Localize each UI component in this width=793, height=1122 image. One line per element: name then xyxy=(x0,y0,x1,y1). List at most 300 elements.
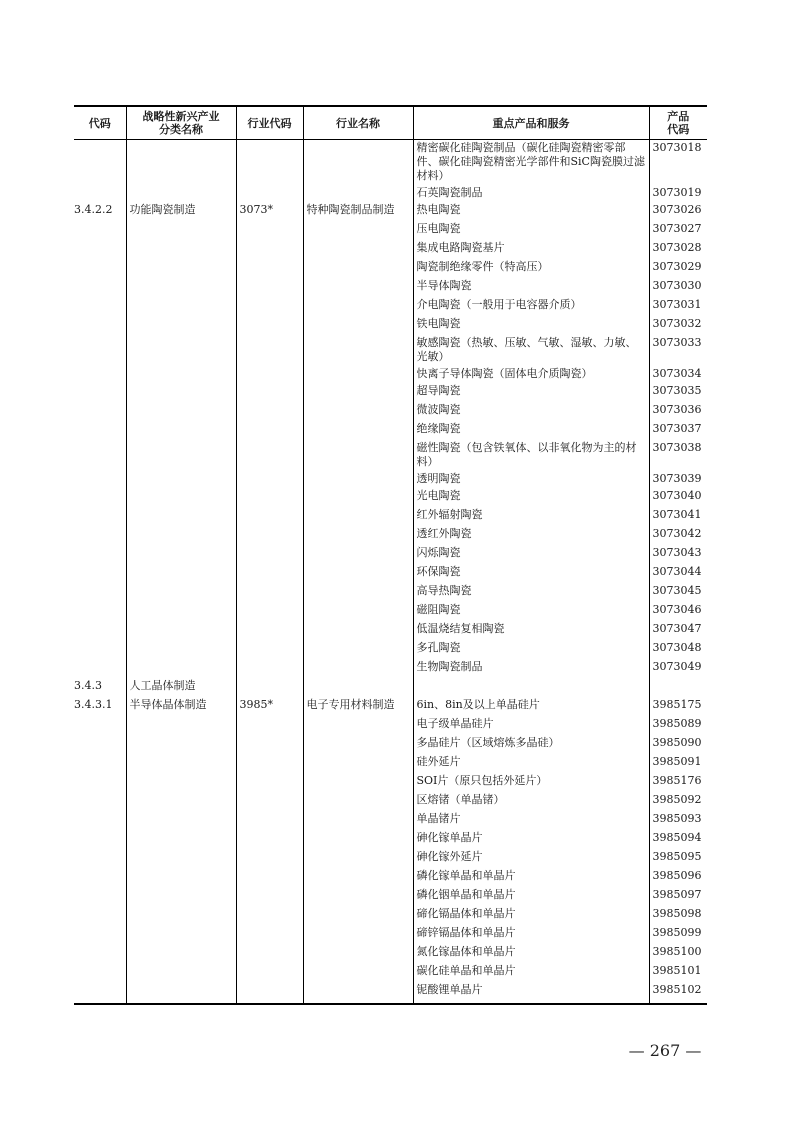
cell-industry-code xyxy=(236,942,303,961)
cell-product-code: 3073047 xyxy=(649,619,707,638)
header-category xyxy=(126,106,236,140)
cell-industry-name xyxy=(303,600,413,619)
cell-industry-code xyxy=(236,790,303,809)
gap-cell xyxy=(236,999,303,1004)
cell-industry-code xyxy=(236,980,303,999)
cell-product-code: 3073037 xyxy=(649,419,707,438)
cell-category xyxy=(126,257,236,276)
cell-product-code: 3985100 xyxy=(649,942,707,961)
cell-product: 区熔锗（单晶锗） xyxy=(413,790,649,809)
cell-code: 3.4.3.1 xyxy=(74,695,126,714)
table-row xyxy=(74,752,707,771)
cell-industry-code xyxy=(236,419,303,438)
cell-industry-name xyxy=(303,543,413,562)
cell-industry-name xyxy=(303,419,413,438)
cell-code xyxy=(74,961,126,980)
cell-code xyxy=(74,524,126,543)
cell-code xyxy=(74,438,126,469)
cell-category xyxy=(126,295,236,314)
cell-product: 碲化镉晶体和单晶片 xyxy=(413,904,649,923)
cell-industry-name xyxy=(303,400,413,419)
cell-industry-name xyxy=(303,828,413,847)
cell-product-code: 3073027 xyxy=(649,219,707,238)
cell-industry-code: 3985* xyxy=(236,695,303,714)
cell-product-code: 3985091 xyxy=(649,752,707,771)
cell-category xyxy=(126,923,236,942)
table-row xyxy=(74,419,707,438)
table-row xyxy=(74,469,707,486)
table-row xyxy=(74,333,707,364)
cell-industry-code xyxy=(236,657,303,676)
cell-category xyxy=(126,438,236,469)
cell-industry-name xyxy=(303,562,413,581)
cell-industry-name: 特种陶瓷制品制造 xyxy=(303,200,413,219)
cell-product: 精密碳化硅陶瓷制品（碳化硅陶瓷精密零部件、碳化硅陶瓷精密光学部件和SiC陶瓷膜过滤材料） xyxy=(413,140,649,184)
cell-code xyxy=(74,771,126,790)
cell-industry-name xyxy=(303,676,413,695)
cell-code xyxy=(74,140,126,184)
cell-product: 低温烧结复相陶瓷 xyxy=(413,619,649,638)
table-row xyxy=(74,619,707,638)
cell-code xyxy=(74,505,126,524)
cell-product-code: 3073048 xyxy=(649,638,707,657)
cell-code xyxy=(74,581,126,600)
cell-industry-name xyxy=(303,847,413,866)
cell-product-code xyxy=(649,676,707,695)
cell-category xyxy=(126,419,236,438)
header-code: 代码 xyxy=(74,106,126,140)
cell-code xyxy=(74,619,126,638)
industry-product-table xyxy=(74,105,707,1005)
table-row xyxy=(74,295,707,314)
cell-industry-code xyxy=(236,581,303,600)
table-bottom-gap xyxy=(74,999,707,1004)
cell-product-code: 3073041 xyxy=(649,505,707,524)
cell-category xyxy=(126,752,236,771)
cell-product-code: 3985090 xyxy=(649,733,707,752)
cell-code xyxy=(74,733,126,752)
cell-product-code: 3073038 xyxy=(649,438,707,469)
cell-industry-name xyxy=(303,381,413,400)
header-product-code-line1: 产品 xyxy=(667,110,690,123)
cell-industry-name xyxy=(303,714,413,733)
header-category-line1: 战略性新兴产业 xyxy=(142,110,220,123)
cell-category xyxy=(126,828,236,847)
cell-product: 绝缘陶瓷 xyxy=(413,419,649,438)
cell-code xyxy=(74,638,126,657)
cell-category xyxy=(126,733,236,752)
cell-product-code: 3073046 xyxy=(649,600,707,619)
cell-product-code: 3073028 xyxy=(649,238,707,257)
table-row xyxy=(74,219,707,238)
cell-industry-code xyxy=(236,676,303,695)
cell-product: 6in、8in及以上单晶硅片 xyxy=(413,695,649,714)
cell-product-code: 3985176 xyxy=(649,771,707,790)
cell-industry-name xyxy=(303,238,413,257)
cell-product: 透明陶瓷 xyxy=(413,469,649,486)
cell-category xyxy=(126,809,236,828)
cell-product-code: 3985096 xyxy=(649,866,707,885)
cell-product-code: 3985097 xyxy=(649,885,707,904)
cell-code xyxy=(74,238,126,257)
cell-product: 敏感陶瓷（热敏、压敏、气敏、湿敏、力敏、光敏） xyxy=(413,333,649,364)
cell-industry-code xyxy=(236,771,303,790)
table-row xyxy=(74,847,707,866)
table-row xyxy=(74,562,707,581)
cell-product: 光电陶瓷 xyxy=(413,486,649,505)
cell-category xyxy=(126,238,236,257)
cell-product-code: 3985099 xyxy=(649,923,707,942)
cell-category xyxy=(126,524,236,543)
cell-product: 单晶锗片 xyxy=(413,809,649,828)
cell-code xyxy=(74,923,126,942)
table-row xyxy=(74,486,707,505)
cell-category xyxy=(126,276,236,295)
cell-product: SOI片（原只包括外延片） xyxy=(413,771,649,790)
cell-industry-code xyxy=(236,219,303,238)
cell-code xyxy=(74,657,126,676)
cell-product: 热电陶瓷 xyxy=(413,200,649,219)
cell-category xyxy=(126,866,236,885)
gap-cell xyxy=(649,999,707,1004)
cell-industry-name xyxy=(303,469,413,486)
cell-industry-name xyxy=(303,140,413,184)
cell-code xyxy=(74,562,126,581)
cell-industry-name xyxy=(303,364,413,381)
cell-industry-code xyxy=(236,400,303,419)
cell-industry-code xyxy=(236,183,303,200)
cell-industry-name xyxy=(303,752,413,771)
table-row xyxy=(74,942,707,961)
cell-product: 砷化镓外延片 xyxy=(413,847,649,866)
table-row xyxy=(74,790,707,809)
cell-code xyxy=(74,866,126,885)
cell-category xyxy=(126,980,236,999)
cell-industry-name xyxy=(303,809,413,828)
cell-product-code: 3073018 xyxy=(649,140,707,184)
cell-category xyxy=(126,314,236,333)
cell-product-code: 3073030 xyxy=(649,276,707,295)
cell-category xyxy=(126,140,236,184)
cell-category: 功能陶瓷制造 xyxy=(126,200,236,219)
cell-product: 多孔陶瓷 xyxy=(413,638,649,657)
cell-product-code: 3073036 xyxy=(649,400,707,419)
cell-product: 电子级单晶硅片 xyxy=(413,714,649,733)
cell-industry-name xyxy=(303,276,413,295)
table-row xyxy=(74,866,707,885)
cell-product xyxy=(413,676,649,695)
cell-code: 3.4.3 xyxy=(74,676,126,695)
cell-industry-name xyxy=(303,904,413,923)
table-row xyxy=(74,771,707,790)
cell-product: 硅外延片 xyxy=(413,752,649,771)
header-product-code xyxy=(649,106,707,140)
cell-product: 介电陶瓷（一般用于电容器介质） xyxy=(413,295,649,314)
table-row xyxy=(74,809,707,828)
cell-code xyxy=(74,980,126,999)
cell-product-code: 3073049 xyxy=(649,657,707,676)
cell-category xyxy=(126,638,236,657)
table-row xyxy=(74,581,707,600)
cell-product: 氮化镓晶体和单晶片 xyxy=(413,942,649,961)
table-row xyxy=(74,505,707,524)
cell-industry-name xyxy=(303,295,413,314)
cell-product: 磁性陶瓷（包含铁氧体、以非氧化物为主的材料） xyxy=(413,438,649,469)
table-row xyxy=(74,438,707,469)
cell-code xyxy=(74,942,126,961)
cell-product: 超导陶瓷 xyxy=(413,381,649,400)
cell-product-code: 3073044 xyxy=(649,562,707,581)
table-row xyxy=(74,676,707,695)
cell-category xyxy=(126,183,236,200)
cell-industry-code xyxy=(236,961,303,980)
cell-product-code: 3073040 xyxy=(649,486,707,505)
cell-product-code: 3073031 xyxy=(649,295,707,314)
cell-code xyxy=(74,333,126,364)
cell-code xyxy=(74,219,126,238)
cell-industry-code xyxy=(236,276,303,295)
table-row xyxy=(74,657,707,676)
cell-industry-code xyxy=(236,714,303,733)
cell-product-code: 3073033 xyxy=(649,333,707,364)
cell-industry-code xyxy=(236,752,303,771)
cell-product-code: 3985092 xyxy=(649,790,707,809)
table-row xyxy=(74,923,707,942)
cell-industry-code xyxy=(236,381,303,400)
cell-product: 磷化铟单晶和单晶片 xyxy=(413,885,649,904)
cell-industry-code xyxy=(236,295,303,314)
cell-category xyxy=(126,657,236,676)
cell-industry-name xyxy=(303,942,413,961)
cell-industry-name xyxy=(303,438,413,469)
cell-product: 碳化硅单晶和单晶片 xyxy=(413,961,649,980)
cell-category xyxy=(126,619,236,638)
cell-product: 集成电路陶瓷基片 xyxy=(413,238,649,257)
table-row xyxy=(74,276,707,295)
cell-product-code: 3985094 xyxy=(649,828,707,847)
cell-product: 陶瓷制绝缘零件（特高压） xyxy=(413,257,649,276)
cell-industry-name xyxy=(303,257,413,276)
cell-industry-code xyxy=(236,257,303,276)
cell-industry-name xyxy=(303,866,413,885)
cell-product: 碲锌镉晶体和单晶片 xyxy=(413,923,649,942)
gap-cell xyxy=(303,999,413,1004)
cell-industry-code xyxy=(236,314,303,333)
cell-code xyxy=(74,600,126,619)
table-row xyxy=(74,364,707,381)
cell-product: 红外辐射陶瓷 xyxy=(413,505,649,524)
cell-product: 多晶硅片（区域熔炼多晶硅） xyxy=(413,733,649,752)
cell-product: 磁阻陶瓷 xyxy=(413,600,649,619)
cell-product-code: 3985175 xyxy=(649,695,707,714)
cell-industry-code xyxy=(236,904,303,923)
cell-industry-code xyxy=(236,638,303,657)
cell-product-code: 3073029 xyxy=(649,257,707,276)
cell-industry-code xyxy=(236,847,303,866)
table-row xyxy=(74,714,707,733)
cell-industry-code xyxy=(236,238,303,257)
cell-category xyxy=(126,790,236,809)
cell-code: 3.4.2.2 xyxy=(74,200,126,219)
cell-code xyxy=(74,828,126,847)
table-row xyxy=(74,638,707,657)
cell-category xyxy=(126,400,236,419)
table-row xyxy=(74,314,707,333)
cell-product: 半导体陶瓷 xyxy=(413,276,649,295)
table-row xyxy=(74,524,707,543)
cell-industry-code xyxy=(236,733,303,752)
cell-code xyxy=(74,486,126,505)
page-number: — 267 — xyxy=(628,1041,702,1060)
table-row xyxy=(74,200,707,219)
cell-code xyxy=(74,752,126,771)
cell-industry-name xyxy=(303,314,413,333)
cell-category: 半导体晶体制造 xyxy=(126,695,236,714)
cell-industry-code xyxy=(236,524,303,543)
cell-product-code: 3073039 xyxy=(649,469,707,486)
cell-industry-code xyxy=(236,364,303,381)
cell-product-code: 3073019 xyxy=(649,183,707,200)
cell-industry-code xyxy=(236,923,303,942)
table-row xyxy=(74,980,707,999)
cell-category xyxy=(126,543,236,562)
cell-category: 人工晶体制造 xyxy=(126,676,236,695)
cell-industry-code xyxy=(236,140,303,184)
header-product-code-line2: 代码 xyxy=(667,123,690,136)
gap-cell xyxy=(126,999,236,1004)
table-row xyxy=(74,257,707,276)
cell-category xyxy=(126,771,236,790)
cell-code xyxy=(74,885,126,904)
cell-category xyxy=(126,381,236,400)
cell-industry-name xyxy=(303,183,413,200)
table-row xyxy=(74,733,707,752)
cell-code xyxy=(74,257,126,276)
cell-industry-name xyxy=(303,219,413,238)
table-row xyxy=(74,543,707,562)
cell-industry-name xyxy=(303,733,413,752)
cell-category xyxy=(126,333,236,364)
header-products: 重点产品和服务 xyxy=(413,106,649,140)
cell-industry-name xyxy=(303,524,413,543)
cell-category xyxy=(126,961,236,980)
cell-industry-name xyxy=(303,638,413,657)
cell-product: 生物陶瓷制品 xyxy=(413,657,649,676)
cell-code xyxy=(74,809,126,828)
table-row xyxy=(74,885,707,904)
cell-product: 石英陶瓷制品 xyxy=(413,183,649,200)
cell-industry-code: 3073* xyxy=(236,200,303,219)
cell-industry-code xyxy=(236,828,303,847)
cell-category xyxy=(126,364,236,381)
cell-industry-code xyxy=(236,562,303,581)
cell-code xyxy=(74,400,126,419)
cell-product: 砷化镓单晶片 xyxy=(413,828,649,847)
cell-industry-code xyxy=(236,809,303,828)
table-row xyxy=(74,381,707,400)
cell-industry-name xyxy=(303,923,413,942)
cell-code xyxy=(74,543,126,562)
cell-category xyxy=(126,847,236,866)
cell-industry-name xyxy=(303,790,413,809)
cell-industry-code xyxy=(236,619,303,638)
cell-code xyxy=(74,714,126,733)
header-industry-name: 行业名称 xyxy=(303,106,413,140)
cell-industry-code xyxy=(236,866,303,885)
table-row xyxy=(74,904,707,923)
cell-code xyxy=(74,904,126,923)
cell-industry-name xyxy=(303,581,413,600)
table-row xyxy=(74,961,707,980)
table-row xyxy=(74,400,707,419)
cell-category xyxy=(126,581,236,600)
cell-industry-code xyxy=(236,486,303,505)
cell-product-code: 3073034 xyxy=(649,364,707,381)
cell-industry-name xyxy=(303,333,413,364)
cell-industry-name: 电子专用材料制造 xyxy=(303,695,413,714)
cell-product-code: 3985101 xyxy=(649,961,707,980)
cell-code xyxy=(74,790,126,809)
cell-category xyxy=(126,562,236,581)
cell-category xyxy=(126,219,236,238)
cell-industry-name xyxy=(303,619,413,638)
cell-code xyxy=(74,847,126,866)
cell-code xyxy=(74,183,126,200)
cell-code xyxy=(74,469,126,486)
cell-industry-name xyxy=(303,980,413,999)
gap-cell xyxy=(74,999,126,1004)
table-header-row xyxy=(74,106,707,140)
cell-product-code: 3073043 xyxy=(649,543,707,562)
table-row xyxy=(74,600,707,619)
table-row xyxy=(74,238,707,257)
cell-category xyxy=(126,469,236,486)
cell-product-code: 3985098 xyxy=(649,904,707,923)
cell-product: 磷化镓单晶和单晶片 xyxy=(413,866,649,885)
cell-code xyxy=(74,364,126,381)
table-row xyxy=(74,183,707,200)
cell-industry-code xyxy=(236,600,303,619)
cell-code xyxy=(74,419,126,438)
cell-product-code: 3073045 xyxy=(649,581,707,600)
cell-industry-code xyxy=(236,333,303,364)
cell-product-code: 3073035 xyxy=(649,381,707,400)
cell-product: 环保陶瓷 xyxy=(413,562,649,581)
cell-product: 铌酸锂单晶片 xyxy=(413,980,649,999)
cell-product: 透红外陶瓷 xyxy=(413,524,649,543)
cell-product-code: 3985093 xyxy=(649,809,707,828)
cell-category xyxy=(126,486,236,505)
table-row xyxy=(74,695,707,714)
cell-category xyxy=(126,904,236,923)
cell-industry-name xyxy=(303,486,413,505)
header-industry-code: 行业代码 xyxy=(236,106,303,140)
cell-product: 微波陶瓷 xyxy=(413,400,649,419)
cell-product: 闪烁陶瓷 xyxy=(413,543,649,562)
cell-code xyxy=(74,314,126,333)
cell-code xyxy=(74,276,126,295)
cell-product-code: 3073032 xyxy=(649,314,707,333)
cell-industry-code xyxy=(236,505,303,524)
cell-product: 高导热陶瓷 xyxy=(413,581,649,600)
cell-category xyxy=(126,885,236,904)
table-row xyxy=(74,828,707,847)
cell-industry-name xyxy=(303,961,413,980)
cell-industry-code xyxy=(236,543,303,562)
cell-product-code: 3073026 xyxy=(649,200,707,219)
cell-industry-name xyxy=(303,505,413,524)
cell-industry-name xyxy=(303,657,413,676)
